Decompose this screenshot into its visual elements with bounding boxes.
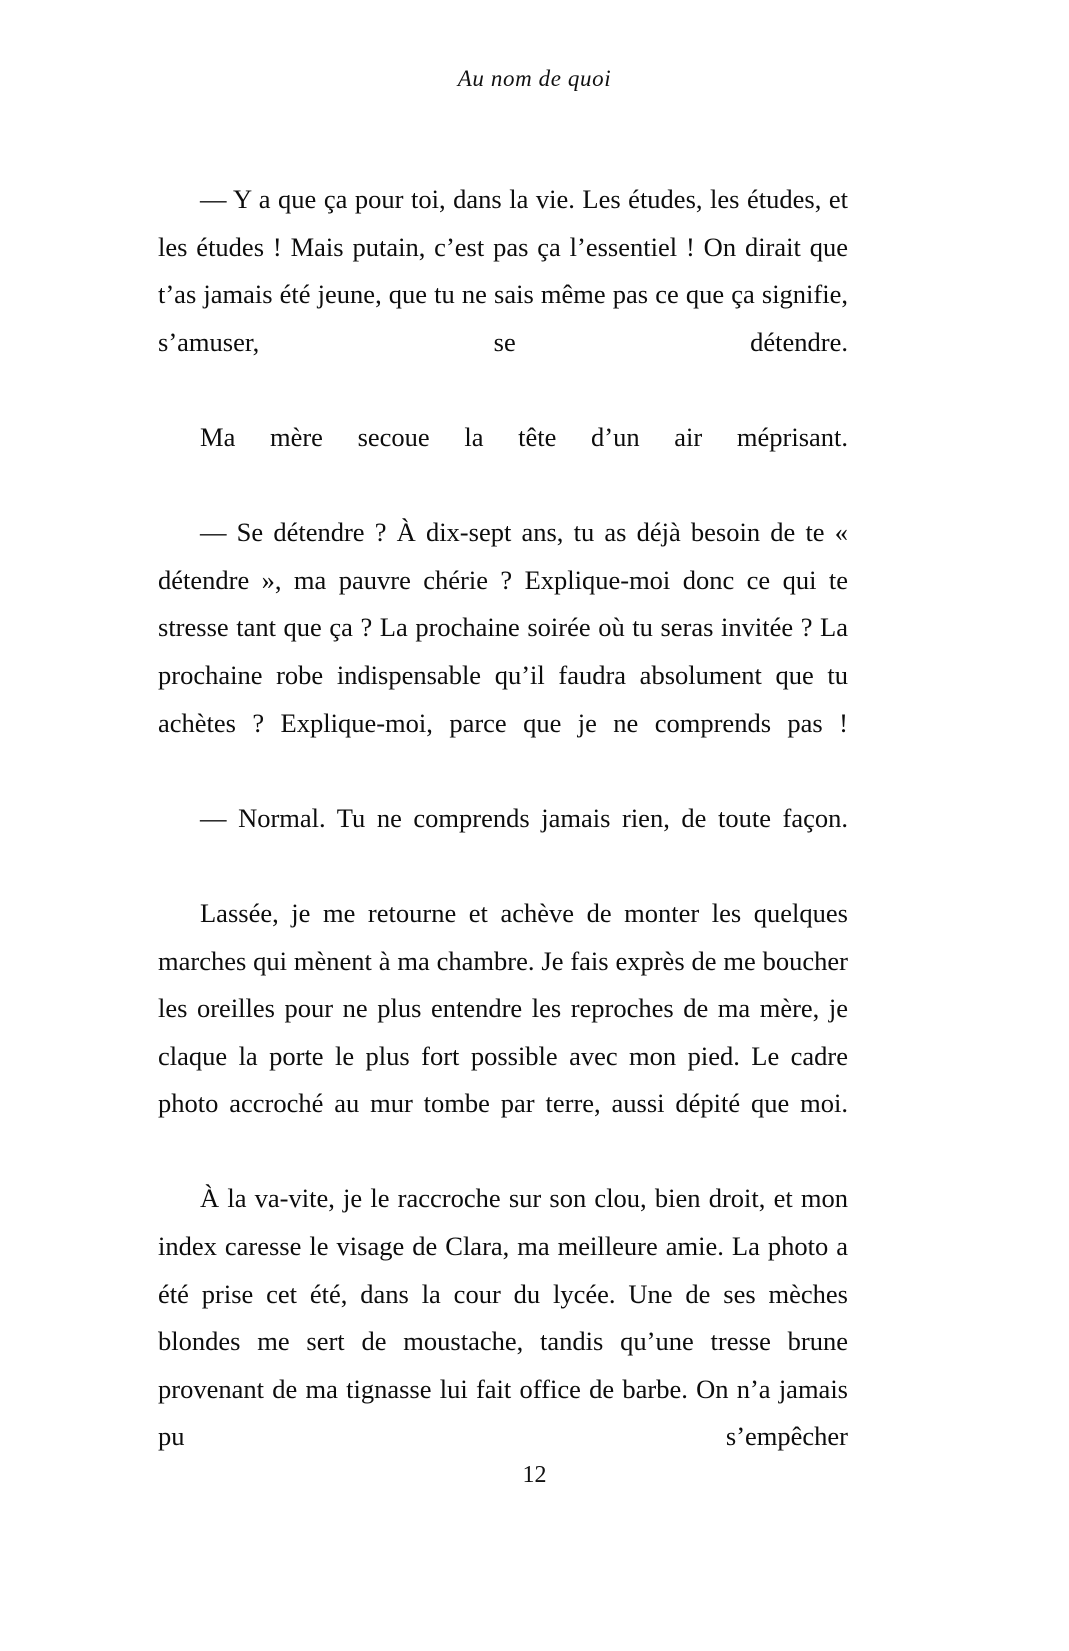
body-text-block bbox=[158, 176, 848, 1509]
paragraph: À la va-vite, je le raccroche sur son clou, bien droit, et mon index caresse le visage de Clara, ma meilleure amie. La photo a été prise cet été, dans la cour du lycée. Une de ses mèches blondes me sert de moustache, tandis qu’une tresse brune provenant de ma tignasse lui fait office de barbe. On n’a jamais pu s’empêcher bbox=[158, 1183, 848, 1452]
paragraph: — Normal. Tu ne comprends jamais rien, de toute façon. bbox=[200, 802, 848, 833]
paragraph: — Se détendre ? À dix-sept ans, tu as déjà besoin de te « détendre », ma pauvre chérie ? Explique-moi donc ce qui te stresse tant que ça ? La prochaine soirée où tu seras invitée ? La prochaine robe indispensable qu’il faudra absolument que tu achètes ? Explique-moi, parce que je ne comprends pas ! bbox=[158, 517, 848, 738]
page-number: 12 bbox=[522, 1462, 547, 1488]
paragraph: — Y a que ça pour toi, dans la vie. Les études, les études, et les études ! Mais putain, c’est pas ça l’essentiel ! On dirait que t’as jamais été jeune, que tu ne sais même pas ce que ça signifie, s’amuser, se détendre. bbox=[158, 184, 848, 357]
paragraph: Lassée, je me retourne et achève de monter les quelques marches qui mènent à ma chambre. Je fais exprès de me boucher les oreilles pour ne plus entendre les reproches de ma mère, je claque la porte le plus fort possible avec mon pied. Le cadre photo accroché au mur tombe par terre, aussi dépité que moi. bbox=[158, 897, 848, 1119]
running-head: Au nom de quoi bbox=[457, 66, 612, 91]
paragraph: Ma mère secoue la tête d’un air méprisant. bbox=[200, 421, 848, 452]
